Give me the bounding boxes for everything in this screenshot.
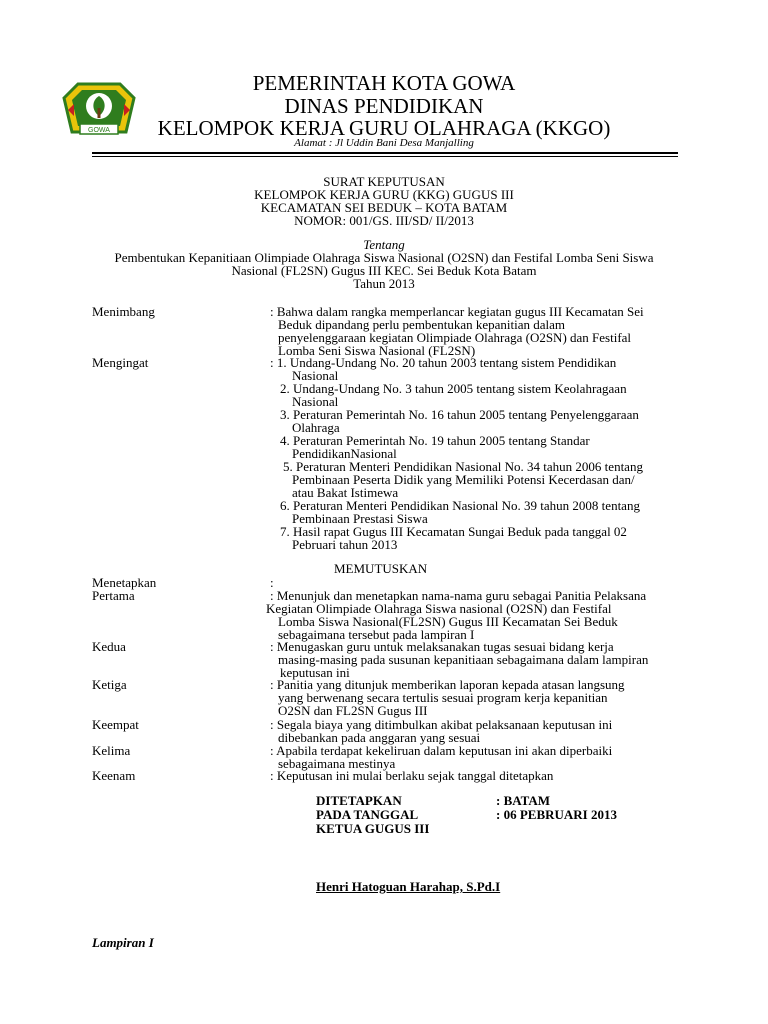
- ditetapkan-value: : BATAM: [496, 793, 551, 808]
- lampiran-label: Lampiran I: [92, 935, 154, 950]
- mengingat-line: 7. Hasil rapat Gugus III Kecamatan Sungai Beduk pada tanggal 02: [280, 524, 627, 539]
- menimbang-line: : Bahwa dalam rangka memperlancar kegiatan gugus III Kecamatan Sei: [270, 304, 644, 319]
- menetapkan-label: Menetapkan: [92, 575, 157, 590]
- tanggal-value: : 06 PEBRUARI 2013: [496, 807, 617, 822]
- title-line-1: SURAT KEPUTUSAN: [323, 174, 445, 189]
- mengingat-label: Mengingat: [92, 355, 149, 370]
- mengingat-line: Nasional: [292, 394, 339, 409]
- ketua-label: KETUA GUGUS III: [316, 821, 430, 836]
- ketiga-label: Ketiga: [92, 677, 127, 692]
- pertama-label: Pertama: [92, 588, 135, 603]
- menetapkan-colon: :: [270, 575, 274, 590]
- mengingat-line: Olahraga: [292, 420, 340, 435]
- mengingat-line: 2. Undang-Undang No. 3 tahun 2005 tentang sistem Keolahragaan: [280, 381, 627, 396]
- header-rule-thin: [92, 156, 678, 157]
- header-rule: [92, 152, 678, 154]
- mengingat-line: atau Bakat Istimewa: [292, 485, 399, 500]
- kedua-label: Kedua: [92, 639, 126, 654]
- pertama-line: sebagaimana tersebut pada lampiran I: [278, 627, 475, 642]
- mengingat-line: 5. Peraturan Menteri Pendidikan Nasional No. 34 tahun 2006 tentang: [283, 459, 643, 474]
- header-department: DINAS PENDIDIKAN: [284, 94, 484, 118]
- keempat-label: Keempat: [92, 717, 139, 732]
- mengingat-line: PendidikanNasional: [292, 446, 397, 461]
- mengingat-line: 4. Peraturan Pemerintah No. 19 tahun 2005 tentang Standar: [280, 433, 590, 448]
- header-organization: KELOMPOK KERJA GURU OLAHRAGA (KKGO): [157, 116, 611, 140]
- ditetapkan-label: DITETAPKAN: [316, 793, 402, 808]
- menimbang-line: Lomba Seni Siswa Nasional (FL2SN): [278, 343, 476, 358]
- ketiga-line: : Panitia yang ditunjuk memberikan laporan kepada atasan langsung: [270, 677, 625, 692]
- kedua-line: masing-masing pada susunan kepanitiaan sebagaimana dalam lampiran: [278, 652, 649, 667]
- ketiga-line: yang berwenang secara tertulis sesuai program kerja kepanitian: [278, 690, 608, 705]
- mengingat-line: Pebruari tahun 2013: [292, 537, 398, 552]
- mengingat-line: : 1. Undang-Undang No. 20 tahun 2003 tentang sistem Pendidikan: [270, 355, 617, 370]
- menimbang-label: Menimbang: [92, 304, 155, 319]
- pertama-line: Lomba Siswa Nasional(FL2SN) Gugus III Kecamatan Sei Beduk: [278, 614, 618, 629]
- kedua-line: : Menugaskan guru untuk melaksanakan tugas sesuai bidang kerja: [270, 639, 614, 654]
- kedua-line: keputusan ini: [280, 665, 350, 680]
- tentang-year: Tahun 2013: [353, 276, 415, 291]
- mengingat-line: Nasional: [292, 368, 339, 383]
- keenam-label: Keenam: [92, 768, 136, 783]
- signatory-name: Henri Hatoguan Harahap, S.Pd.I: [316, 879, 501, 894]
- pertama-line: : Menunjuk dan menetapkan nama-nama guru sebagai Panitia Pelaksana: [270, 588, 647, 603]
- header-address: Alamat : Jl Uddin Bani Desa Manjalling: [294, 137, 474, 149]
- mengingat-line: Pembinaan Prestasi Siswa: [292, 511, 428, 526]
- header-government: PEMERINTAH KOTA GOWA: [252, 71, 516, 95]
- ketiga-line: O2SN dan FL2SN Gugus III: [278, 703, 428, 718]
- tentang-line-2: Nasional (FL2SN) Gugus III KEC. Sei Beduk Kota Batam: [231, 263, 537, 278]
- tentang-label: Tentang: [363, 237, 405, 252]
- kelima-line: sebagaimana mestinya: [278, 756, 396, 771]
- title-line-3: KECAMATAN SEI BEDUK – KOTA BATAM: [260, 200, 508, 215]
- keenam-line: : Keputusan ini mulai berlaku sejak tanggal ditetapkan: [270, 768, 554, 783]
- title-number: NOMOR: 001/GS. III/SD/ II/2013: [294, 213, 474, 228]
- keempat-line: : Segala biaya yang ditimbulkan akibat pelaksanaan keputusan ini: [270, 717, 613, 732]
- pertama-line: Kegiatan Olimpiade Olahraga Siswa nasional (O2SN) dan Festifal: [266, 601, 612, 616]
- tentang-line-1: Pembentukan Kepanitiaan Olimpiade Olahraga Siswa Nasional (O2SN) dan Festifal Lomba Seni Siswa: [114, 250, 654, 265]
- logo-text: GOWA: [88, 127, 110, 134]
- keempat-line: dibebankan pada anggaran yang sesuai: [278, 730, 481, 745]
- title-line-2: KELOMPOK KERJA GURU (KKG) GUGUS III: [254, 187, 514, 202]
- menimbang-line: penyelenggaraan kegiatan Olimpiade Olahraga (O2SN) dan Festifal: [278, 330, 632, 345]
- mengingat-line: Pembinaan Peserta Didik yang Memiliki Potensi Kecerdasan dan/: [292, 472, 635, 487]
- tanggal-label: PADA TANGGAL: [316, 807, 419, 822]
- mengingat-line: 6. Peraturan Menteri Pendidikan Nasional No. 39 tahun 2008 tentang: [280, 498, 640, 513]
- kelima-label: Kelima: [92, 743, 131, 758]
- kelima-line: : Apabila terdapat kekeliruan dalam keputusan ini akan diperbaiki: [270, 743, 613, 758]
- menimbang-line: Beduk dipandang perlu pembentukan kepanitian dalam: [278, 317, 565, 332]
- memutuskan-heading: MEMUTUSKAN: [334, 561, 428, 576]
- mengingat-line: 3. Peraturan Pemerintah No. 16 tahun 2005 tentang Penyelenggaraan: [280, 407, 639, 422]
